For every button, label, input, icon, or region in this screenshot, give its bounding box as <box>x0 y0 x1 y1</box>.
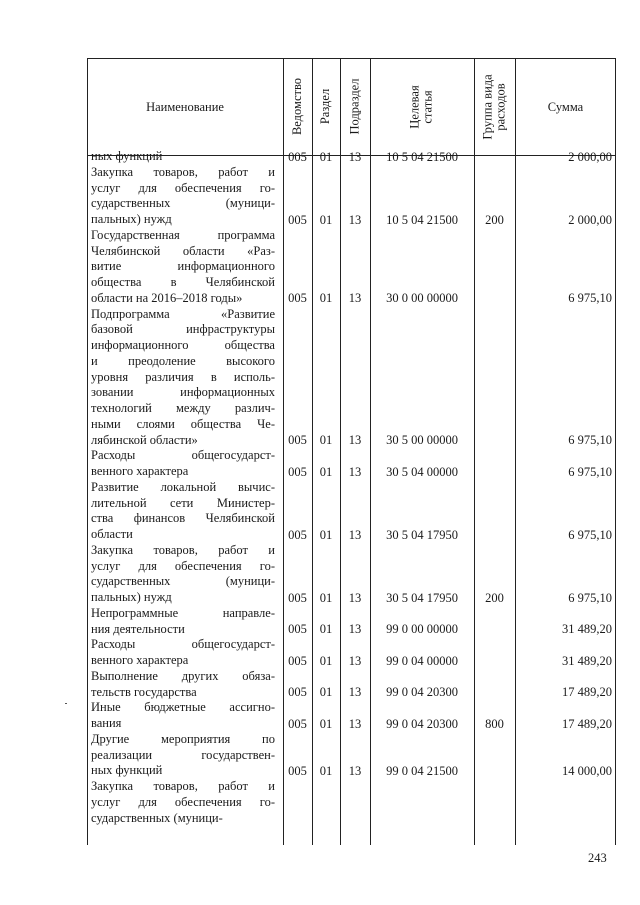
row-name-line: зовании информационных <box>91 385 275 400</box>
row-razdel: 01 <box>319 622 333 636</box>
header-celevaya-line1: Целевая <box>408 84 422 129</box>
row-summa: 31 489,20 <box>562 653 612 668</box>
row-summa: 2 000,00 <box>568 212 612 227</box>
row-razdel: 01 <box>319 685 333 699</box>
header-summa-label: Сумма <box>547 99 584 114</box>
header-razdel <box>312 58 340 155</box>
row-razdel: 01 <box>319 464 333 479</box>
row-name-line: Иные бюджетные ассигно- <box>91 700 275 715</box>
row-vedomstvo: 005 <box>288 763 307 778</box>
row-name <box>91 543 275 606</box>
row-vedomstvo: 005 <box>288 291 307 306</box>
row-name-line: витие информационного <box>91 259 275 274</box>
row-name-line: Развитие локальной вычис- <box>91 479 275 494</box>
row-gruppa: 200 <box>485 212 504 227</box>
row-summa: 17 489,20 <box>562 685 612 699</box>
col-border-right <box>615 58 616 845</box>
header-gruppa-line1: Группа вида <box>480 73 495 140</box>
row-celevaya: 99 0 00 00000 <box>386 622 458 636</box>
row-podrazdel: 13 <box>348 212 362 227</box>
row-podrazdel: 13 <box>348 716 362 731</box>
row-name-line: венного характера <box>91 464 189 478</box>
row-celevaya: 30 0 00 00000 <box>386 291 458 306</box>
row-name-line: информационного общества <box>91 338 275 352</box>
row-name-line: тельств государства <box>91 684 197 699</box>
row-name-line: услуг для обеспечения го- <box>91 558 275 573</box>
row-name-line: Государственная программа <box>91 227 275 242</box>
row-name <box>91 669 275 701</box>
row-name <box>91 307 275 449</box>
row-vedomstvo: 005 <box>288 653 307 668</box>
header-podrazdel <box>340 58 370 155</box>
row-summa: 6 975,10 <box>568 527 612 542</box>
row-podrazdel: 13 <box>348 464 362 479</box>
row-vedomstvo: 005 <box>288 685 307 699</box>
row-celevaya: 99 0 04 20300 <box>386 716 458 731</box>
scan-speck <box>65 703 67 704</box>
row-name <box>91 732 275 779</box>
row-name-line: Расходы общегосударст- <box>91 448 275 463</box>
row-name-line: пальных) нужд <box>91 590 172 604</box>
row-celevaya: 10 5 04 21500 <box>386 149 458 164</box>
row-razdel: 01 <box>319 149 333 164</box>
row-name-line: технологий между различ- <box>91 401 275 415</box>
row-name-line: лябинской области» <box>91 432 198 447</box>
header-vedomstvo-label: Ведомство <box>290 77 304 136</box>
page-number: 243 <box>588 851 607 865</box>
row-name-line: сударственных (муници- <box>91 574 275 589</box>
row-name-line: ства финансов Челябинской <box>91 511 275 526</box>
row-name-line: Подпрограмма «Развитие <box>91 306 275 321</box>
row-name-line: сударственных (муници- <box>91 810 223 825</box>
row-name-line: базовой инфраструктуры <box>91 322 275 337</box>
row-razdel: 01 <box>319 763 333 778</box>
row-vedomstvo: 005 <box>288 590 307 605</box>
row-name-line: области <box>91 527 133 541</box>
row-podrazdel: 13 <box>348 433 362 447</box>
row-name-line: Непрограммные направле- <box>91 605 275 620</box>
header-gruppa-label <box>482 74 508 139</box>
row-name-line: лительной сети Министер- <box>91 495 275 510</box>
row-gruppa: 800 <box>485 716 504 731</box>
row-name-line: венного характера <box>91 653 189 667</box>
row-name-line: услуг для обеспечения го- <box>91 180 275 195</box>
row-name-line: общества в Челябинской <box>91 275 275 289</box>
row-name <box>91 228 275 307</box>
row-summa: 17 489,20 <box>562 716 612 731</box>
row-name-line: реализации государствен- <box>91 747 275 762</box>
row-gruppa: 200 <box>485 590 504 605</box>
row-name-line: вания <box>91 716 122 730</box>
header-podrazdel-label: Подраздел <box>347 78 362 135</box>
row-vedomstvo: 005 <box>288 212 307 227</box>
row-name-line: сударственных (муници- <box>91 196 275 211</box>
row-summa: 31 489,20 <box>562 622 612 636</box>
header-vedomstvo <box>283 58 312 155</box>
row-name <box>91 165 275 228</box>
row-podrazdel: 13 <box>348 685 362 699</box>
row-name <box>91 448 275 480</box>
header-celevaya-label <box>409 85 435 128</box>
row-celevaya: 99 0 04 20300 <box>386 685 458 699</box>
row-summa: 6 975,10 <box>568 291 612 306</box>
row-name <box>91 779 275 826</box>
row-podrazdel: 13 <box>348 763 362 778</box>
row-summa: 2 000,00 <box>568 149 612 164</box>
row-name <box>91 700 275 732</box>
row-name <box>91 480 275 543</box>
row-podrazdel: 13 <box>348 149 362 164</box>
row-razdel: 01 <box>319 653 333 668</box>
row-name-line: Расходы общегосударст- <box>91 637 275 652</box>
row-vedomstvo: 005 <box>288 527 307 542</box>
header-summa <box>515 58 616 155</box>
header-name-label: Наименование <box>146 99 224 114</box>
row-name <box>91 637 275 669</box>
row-name-line: ных функций <box>91 149 163 163</box>
row-name-line: области на 2016–2018 годы» <box>91 290 243 305</box>
row-celevaya: 30 5 04 17950 <box>386 590 458 605</box>
row-name-line: Закупка товаров, работ и <box>91 542 275 557</box>
row-name-line: ными слоями общества Че- <box>91 416 275 431</box>
row-name-line: уровня различия в исполь- <box>91 369 275 384</box>
header-celevaya-line2: статья <box>421 89 435 124</box>
row-summa: 14 000,00 <box>562 763 612 778</box>
row-razdel: 01 <box>319 291 333 306</box>
row-podrazdel: 13 <box>348 653 362 668</box>
row-podrazdel: 13 <box>348 590 362 605</box>
row-razdel: 01 <box>319 527 333 542</box>
row-name-line: ния деятельности <box>91 621 185 636</box>
row-vedomstvo: 005 <box>288 464 307 479</box>
header-gruppa-line2: расходов <box>493 82 508 131</box>
row-name-line: пальных) нужд <box>91 212 172 226</box>
row-name-line: Другие мероприятия по <box>91 731 275 746</box>
header-name <box>87 58 283 155</box>
header-razdel-label: Раздел <box>318 88 333 125</box>
row-vedomstvo: 005 <box>288 622 307 636</box>
row-summa: 6 975,10 <box>568 464 612 479</box>
row-celevaya: 99 0 04 00000 <box>386 653 458 668</box>
row-celevaya: 30 5 04 00000 <box>386 464 458 479</box>
row-razdel: 01 <box>319 716 333 731</box>
row-celevaya: 99 0 04 21500 <box>386 763 458 778</box>
col-border-left <box>87 58 88 845</box>
row-vedomstvo: 005 <box>288 433 307 447</box>
row-name <box>91 149 275 165</box>
row-name-line: Челябинской области «Раз- <box>91 243 275 258</box>
row-celevaya: 30 5 00 00000 <box>386 433 458 447</box>
row-vedomstvo: 005 <box>288 716 307 731</box>
row-name-line: Закупка товаров, работ и <box>91 164 275 179</box>
row-name-line: Закупка товаров, работ и <box>91 779 275 793</box>
row-celevaya: 10 5 04 21500 <box>386 212 458 227</box>
row-celevaya: 30 5 04 17950 <box>386 527 458 542</box>
row-summa: 6 975,10 <box>568 590 612 605</box>
row-razdel: 01 <box>319 433 333 447</box>
row-name <box>91 606 275 638</box>
row-podrazdel: 13 <box>348 291 362 306</box>
row-name-line: и преодоление высокого <box>91 353 275 368</box>
header-celevaya <box>370 58 474 155</box>
header-gruppa <box>474 58 515 155</box>
row-razdel: 01 <box>319 590 333 605</box>
row-name-line: Выполнение других обяза- <box>91 668 275 683</box>
row-summa: 6 975,10 <box>568 433 612 447</box>
row-name-line: услуг для обеспечения го- <box>91 794 275 809</box>
row-vedomstvo: 005 <box>288 149 307 164</box>
row-podrazdel: 13 <box>348 527 362 542</box>
row-podrazdel: 13 <box>348 622 362 636</box>
row-razdel: 01 <box>319 212 333 227</box>
row-name-line: ных функций <box>91 763 163 778</box>
